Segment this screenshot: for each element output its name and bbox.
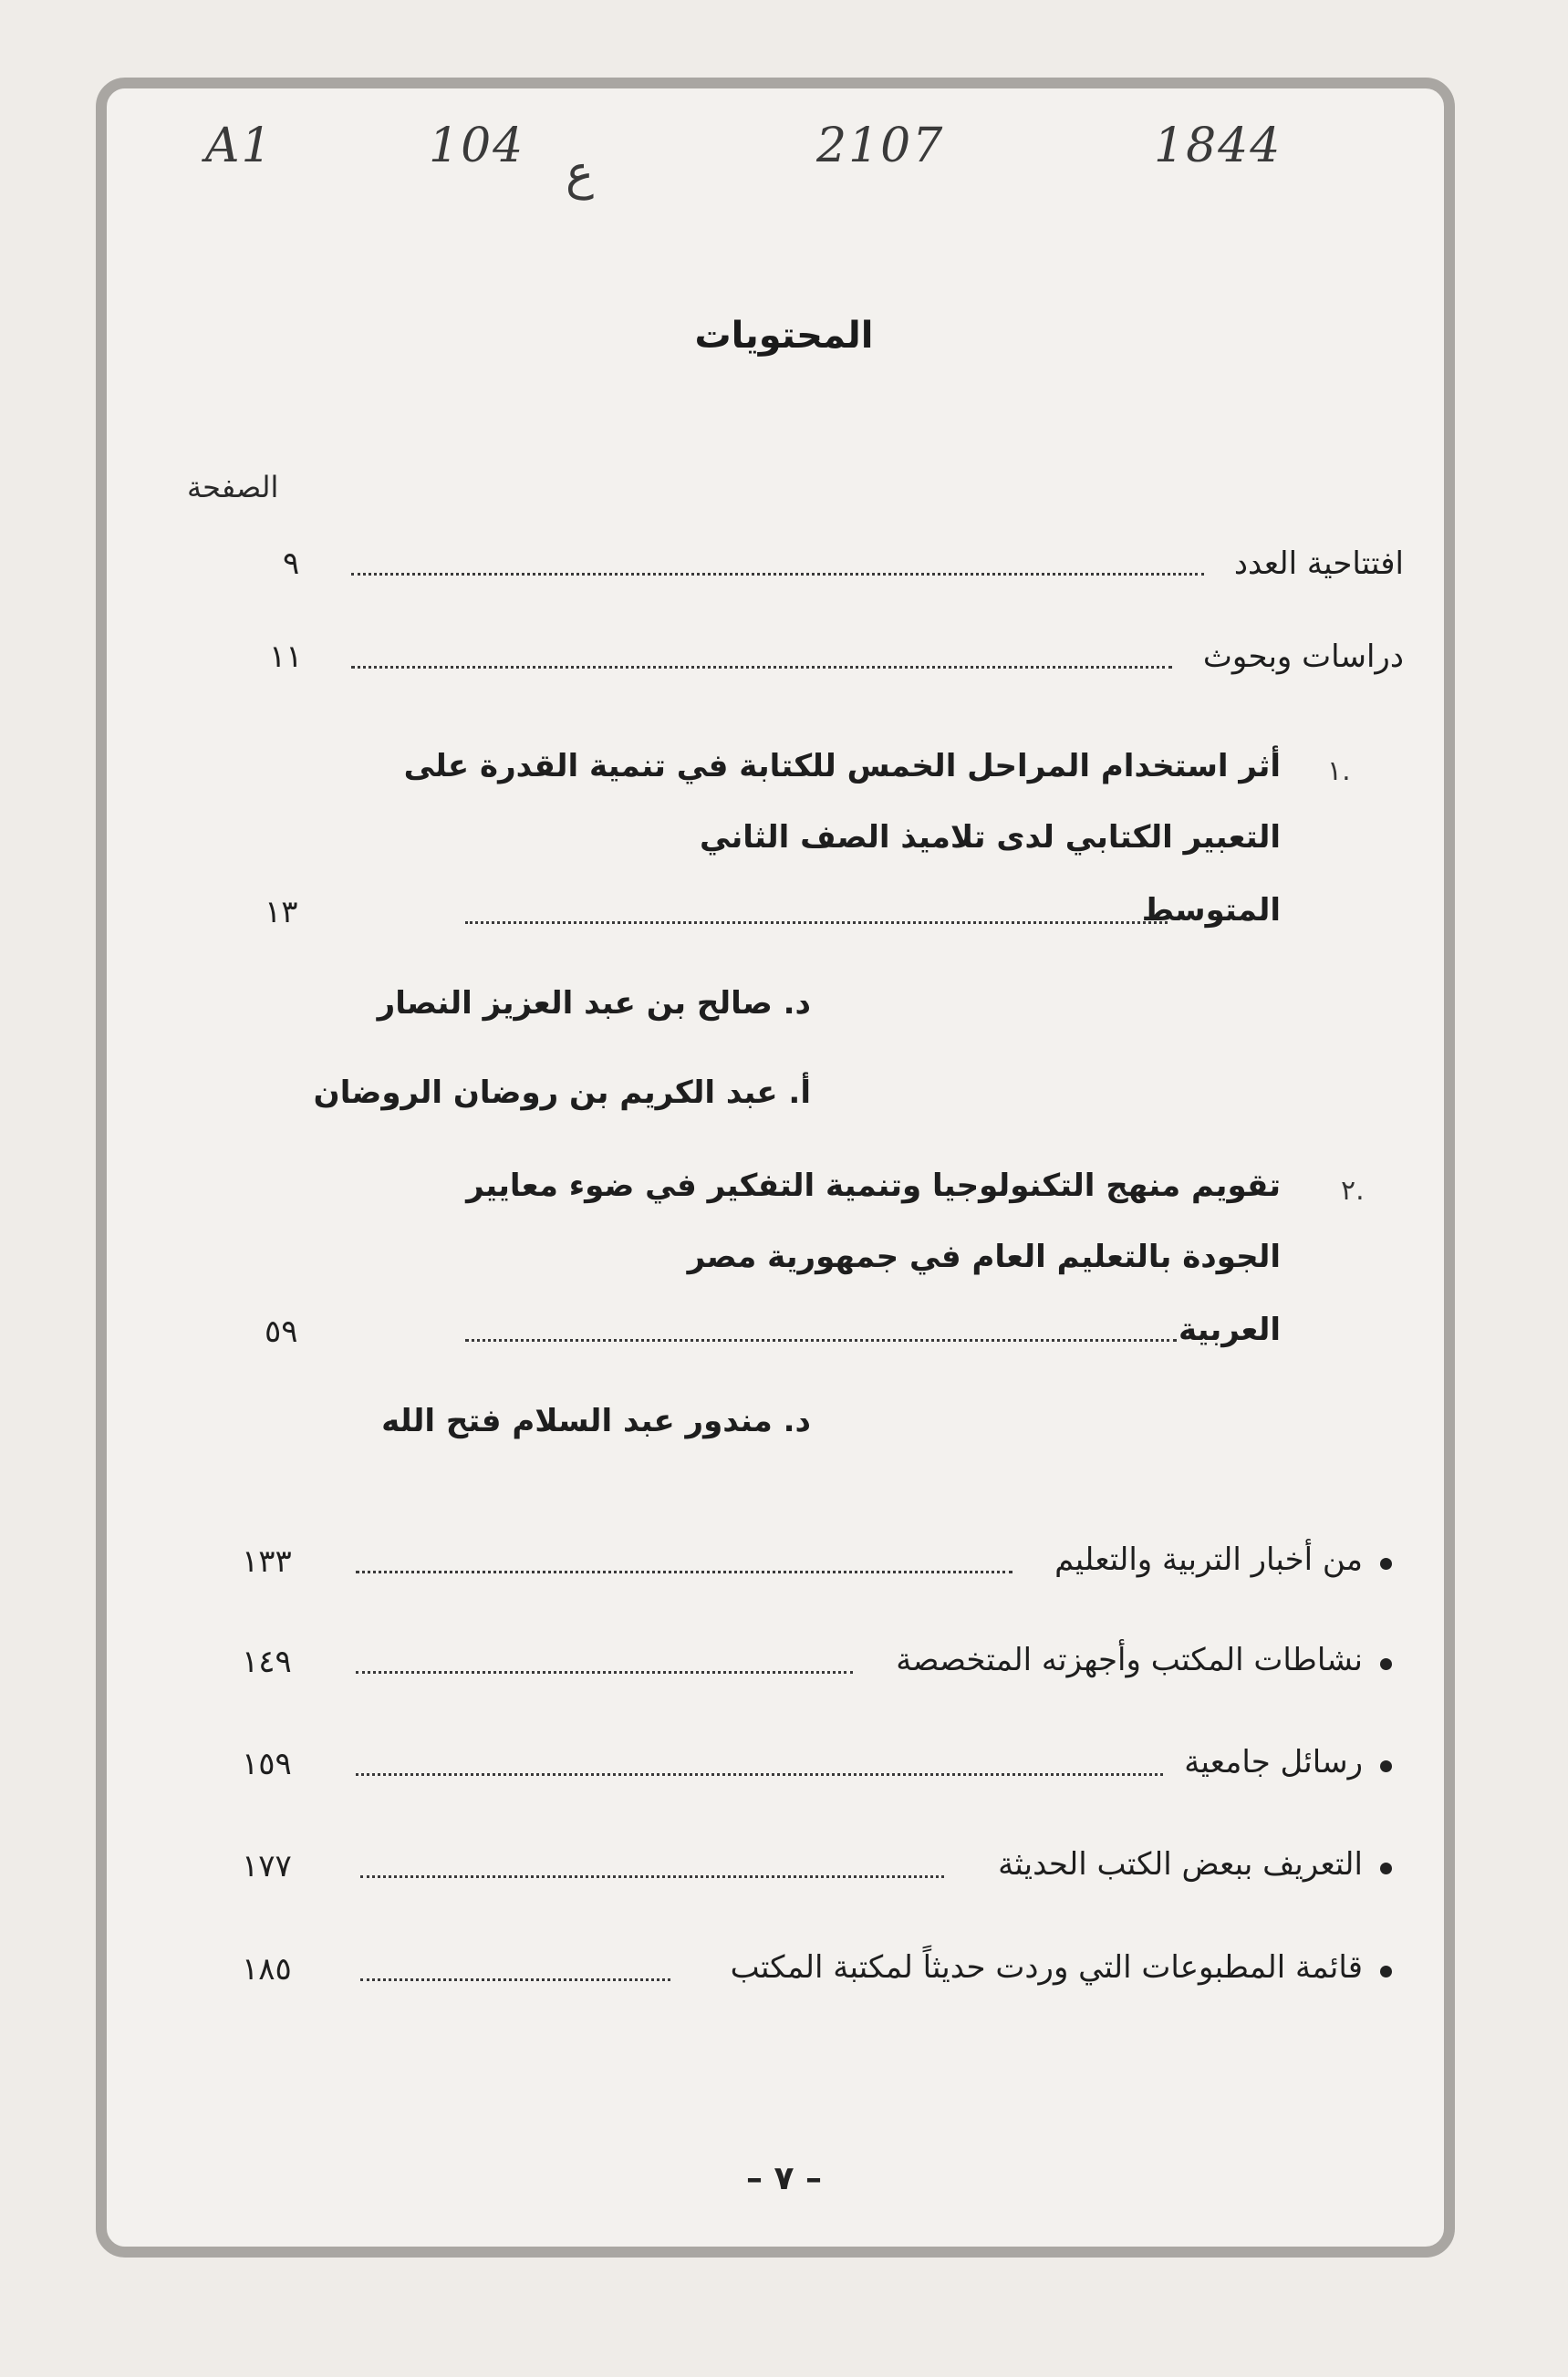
toc-leader-dots	[360, 1875, 944, 1878]
article-1-title-line-1: أثر استخدام المراحل الخمس للكتابة في تنمية القدرة على	[403, 748, 1281, 784]
handwritten-note-4: 2107	[816, 119, 945, 173]
toc-leader-dots	[465, 1339, 1177, 1342]
bullet-dot	[1380, 1658, 1392, 1670]
article-2-author-1: د. مندور عبد السلام فتح الله	[381, 1403, 811, 1439]
article-2-index: ٢.	[1341, 1175, 1365, 1207]
bullet-4-page: ١٧٧	[242, 1848, 292, 1884]
handwritten-note-1: A1	[205, 119, 274, 173]
article-1-title-line-3: المتوسط	[1141, 892, 1281, 929]
toc-leader-dots	[351, 573, 1204, 576]
article-1-index: ١.	[1327, 755, 1351, 787]
toc-leader-dots	[351, 666, 1172, 669]
article-2-title-line-3: العربية	[1178, 1312, 1281, 1348]
handwritten-note-3: ع	[566, 146, 595, 201]
bullet-dot	[1380, 1760, 1392, 1772]
toc-opening-page: ٩	[283, 545, 300, 582]
bullet-5-label: قائمة المطبوعات التي وردت حديثاً لمكتبة المكتب	[730, 1949, 1363, 1986]
article-1-author-2: أ. عبد الكريم بن روضان الروضان	[313, 1074, 811, 1111]
page-column-label: الصفحة	[187, 470, 279, 504]
bullet-dot	[1380, 1558, 1392, 1570]
bullet-2-page: ١٤٩	[242, 1644, 292, 1680]
toc-leader-dots	[356, 1571, 1012, 1573]
article-1-author-1: د. صالح بن عبد العزيز النصار	[377, 985, 811, 1022]
handwritten-note-5: 1844	[1154, 119, 1282, 173]
bullet-3-label: رسائل جامعية	[1184, 1744, 1363, 1780]
toc-leader-dots	[360, 1978, 670, 1981]
toc-leader-dots	[465, 921, 1168, 924]
article-1-page: ١٣	[265, 894, 298, 930]
article-2-title-line-1: تقويم منهج التكنولوجيا وتنمية التفكير في ضوء معايير	[466, 1168, 1281, 1204]
article-1-title-line-2: التعبير الكتابي لدى تلاميذ الصف الثاني	[700, 819, 1281, 856]
toc-studies-label: دراسات وبحوث	[1202, 638, 1404, 675]
toc-opening-label: افتتاحية العدد	[1233, 545, 1404, 582]
page-title: المحتويات	[694, 315, 874, 357]
bullet-5-page: ١٨٥	[242, 1951, 292, 1988]
article-2-page: ٥٩	[265, 1313, 298, 1350]
bullet-3-page: ١٥٩	[242, 1746, 292, 1782]
bullet-1-page: ١٣٣	[242, 1543, 292, 1580]
toc-leader-dots	[356, 1773, 1163, 1776]
bullet-dot	[1380, 1966, 1392, 1977]
handwritten-note-2: 104	[429, 119, 525, 173]
bullet-2-label: نشاطات المكتب وأجهزته المتخصصة	[896, 1642, 1363, 1678]
page-number: – ٧ –	[745, 2160, 823, 2197]
bullet-dot	[1380, 1863, 1392, 1874]
bullet-4-label: التعريف ببعض الكتب الحديثة	[998, 1846, 1363, 1883]
article-2-title-line-2: الجودة بالتعليم العام في جمهورية مصر	[687, 1239, 1281, 1275]
bullet-1-label: من أخبار التربية والتعليم	[1054, 1541, 1363, 1578]
toc-leader-dots	[356, 1671, 853, 1674]
toc-studies-page: ١١	[269, 638, 303, 675]
